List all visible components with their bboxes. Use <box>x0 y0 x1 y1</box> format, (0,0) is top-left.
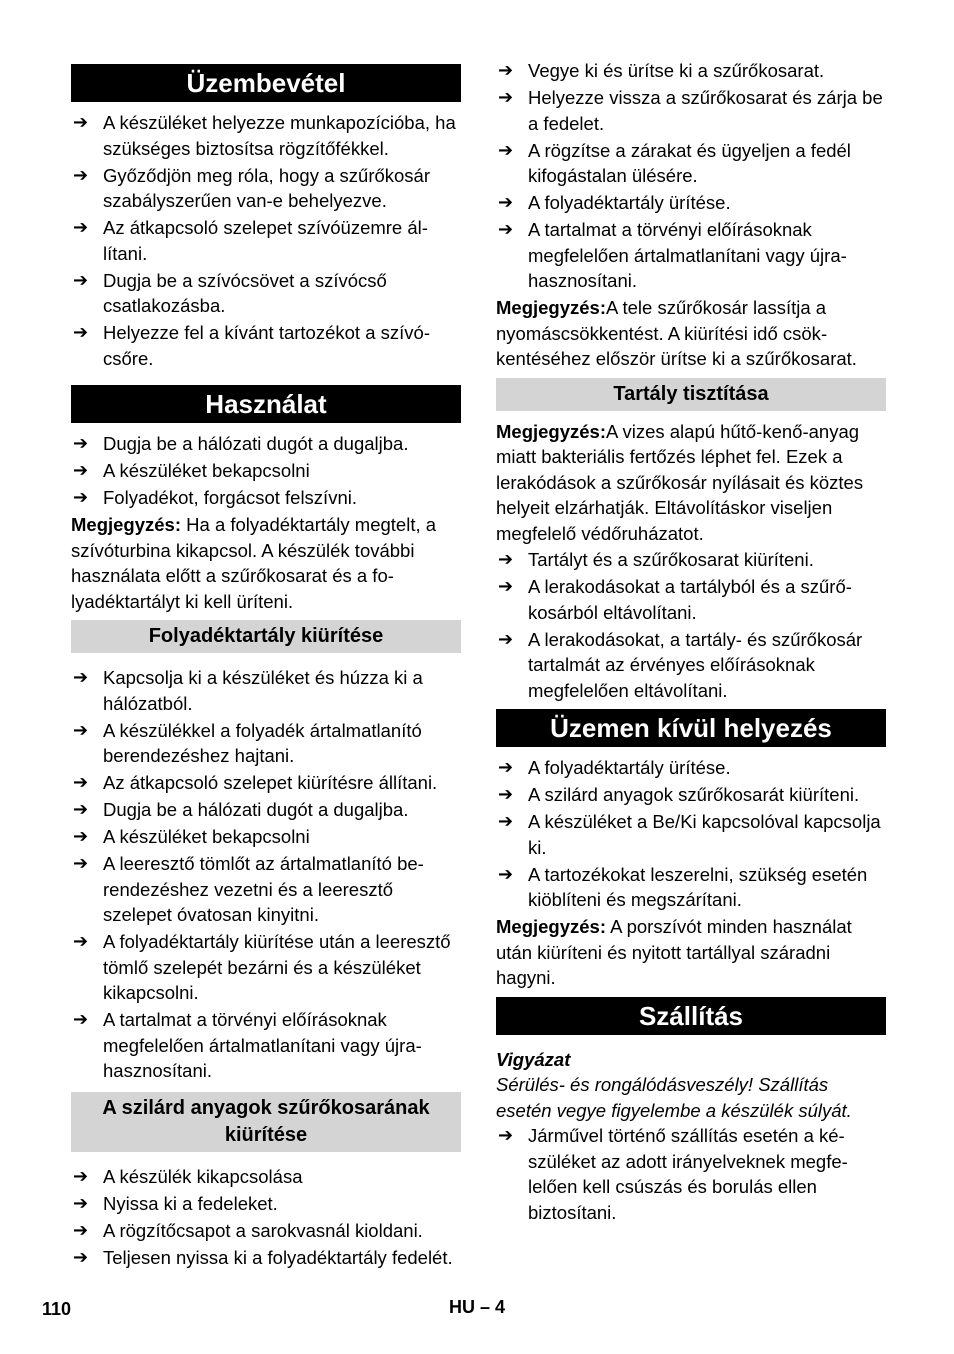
arrow-right-icon: ➔ <box>498 87 514 107</box>
list-item-text: Dugja be a hálózati dugót a dugaljba. <box>103 433 409 454</box>
list-item-text: A készülék kikapcsolása <box>103 1165 303 1187</box>
list-uzembevetel <box>71 110 461 371</box>
list-item-text: Az átkapcsoló szelepet szívóüzemre állítani. <box>103 217 428 264</box>
language-page-code: HU – 4 <box>449 1297 506 1317</box>
note-tartaly-tisztitasa <box>496 419 886 547</box>
arrow-right-icon: ➔ <box>73 460 89 480</box>
note-hasznalat <box>71 512 461 614</box>
arrow-right-icon: ➔ <box>73 1009 89 1029</box>
arrow-right-icon: ➔ <box>73 853 89 873</box>
list-item <box>496 574 886 625</box>
list-hasznalat <box>71 431 461 511</box>
list-item-text: Teljesen nyissa ki a folyadéktartály fedelét. <box>103 1246 453 1268</box>
section-heading-tartaly-tisztitasa: Tartály tisztítása <box>496 378 886 411</box>
list-item <box>496 1123 886 1225</box>
note-text: Ha a folyadéktartály megtelt, a szívóturbina kikapcsol. A készülék további használata előtt a szűrőkosarat és a folyadéktartályt ki kell üríteni. <box>71 514 437 612</box>
arrow-right-icon: ➔ <box>498 60 514 80</box>
section-heading-uzembevetel: Üzembevétel <box>71 64 461 102</box>
arrow-right-icon: ➔ <box>73 719 89 740</box>
list-item <box>71 485 461 511</box>
note-text: A porszívót minden használat után kiüríteni és nyitott tartállyal száradni hagyni. <box>496 916 852 988</box>
list-item <box>71 110 461 161</box>
list-item-text: A leeresztő tömlőt az ártalmatlanító berendezéshez vezetni és a leeresztő szelepet óvatosan kinyitni. <box>103 853 424 925</box>
list-szurokosar-urites <box>496 58 886 294</box>
list-uzemen-kivul <box>496 755 886 913</box>
list-item <box>71 458 461 484</box>
arrow-right-icon: ➔ <box>73 322 89 342</box>
section-heading-hasznalat: Használat <box>71 385 461 423</box>
arrow-right-icon: ➔ <box>498 1125 514 1145</box>
section-heading-szallitas: Szállítás <box>496 997 886 1035</box>
list-item <box>71 1218 461 1244</box>
arrow-right-icon: ➔ <box>73 667 89 687</box>
list-item-text: Nyissa ki a fedeleket. <box>103 1192 278 1214</box>
arrow-right-icon: ➔ <box>73 799 89 819</box>
note-label: Megjegyzés: <box>496 420 607 442</box>
list-item <box>71 1245 461 1271</box>
list-item-text: A lerakodásokat, a tartály- és szűrőkosár tartalmát az érvényes előírásoknak megfelelően eltávolítani. <box>528 628 863 701</box>
list-item-text: A készüléket bekapcsolni <box>103 826 310 847</box>
list-szallitas <box>496 1123 886 1225</box>
list-item <box>71 665 461 716</box>
list-item <box>71 797 461 823</box>
arrow-right-icon: ➔ <box>498 192 514 212</box>
arrow-right-icon: ➔ <box>73 164 89 185</box>
arrow-right-icon: ➔ <box>73 772 89 792</box>
list-item-text: A rögzítse a zárakat és ügyeljen a fedél kifogástalan ülésére. <box>528 139 851 186</box>
arrow-right-icon: ➔ <box>498 811 514 831</box>
note-text: A tele szűrőkosár lassítja a nyomáscsökkentést. A kiürítési idő csökkentéséhez először ürítse ki a szűrőkosarat. <box>496 297 857 369</box>
section-heading-folyadektartaly-kiuritese: Folyadéktartály kiürítése <box>71 620 461 653</box>
section-heading-uzemen-kivul: Üzemen kívül helyezés <box>496 709 886 747</box>
list-item <box>496 627 886 704</box>
note-label: Megjegyzés: <box>496 297 607 318</box>
list-item-text: A készülékkel a folyadék ártalmatlanító berendezéshez hajtani. <box>103 719 422 766</box>
list-item-text: Tartályt és a szűrőkosarat kiüríteni. <box>528 549 814 570</box>
list-item <box>71 770 461 796</box>
arrow-right-icon: ➔ <box>73 1246 89 1267</box>
page-number: 110 <box>42 1299 72 1319</box>
list-item <box>71 824 461 850</box>
arrow-right-icon: ➔ <box>73 931 89 951</box>
arrow-right-icon: ➔ <box>498 784 514 804</box>
list-item-text: Vegye ki és ürítse ki a szűrőkosarat. <box>528 60 825 81</box>
arrow-right-icon: ➔ <box>73 1165 89 1186</box>
arrow-right-icon: ➔ <box>498 139 514 160</box>
list-item-text: Dugja be a hálózati dugót a dugaljba. <box>103 799 409 820</box>
arrow-right-icon: ➔ <box>73 112 89 132</box>
list-item-text: A készüléket bekapcsolni <box>103 460 310 481</box>
list-item <box>496 217 886 294</box>
list-item-text: A lerakodásokat a tartályból és a szűrőkosárból eltávolítani. <box>528 576 852 623</box>
list-item-text: Folyadékot, forgácsot felszívni. <box>103 487 357 508</box>
list-item <box>496 138 886 189</box>
list-item <box>496 85 886 136</box>
list-item <box>71 320 461 371</box>
list-item <box>496 58 886 84</box>
list-item-text: A folyadéktartály ürítése. <box>528 192 731 213</box>
arrow-right-icon: ➔ <box>498 219 514 239</box>
list-item <box>496 547 886 573</box>
list-item-text: Dugja be a szívócsövet a szívócső csatlakozásba. <box>103 269 387 316</box>
arrow-right-icon: ➔ <box>73 1219 89 1240</box>
arrow-right-icon: ➔ <box>73 1192 89 1213</box>
note-label: Megjegyzés: <box>496 916 607 937</box>
note-label: Megjegyzés: <box>71 514 182 535</box>
note-uzemen-kivul <box>496 914 886 991</box>
list-item-text: Kapcsolja ki a készüléket és húzza ki a hálózatból. <box>103 667 423 714</box>
list-item <box>71 851 461 928</box>
arrow-right-icon: ➔ <box>498 757 514 777</box>
list-item-text: A készüléket helyezze munkapozícióba, ha szükséges biztosítsa rögzítőfékkel. <box>103 112 456 159</box>
list-item-text: Helyezze fel a kívánt tartozékot a szívócsőre. <box>103 322 430 369</box>
arrow-right-icon: ➔ <box>73 433 89 453</box>
list-item <box>71 718 461 769</box>
list-item <box>71 268 461 319</box>
list-item-text: A rögzítőcsapot a sarokvasnál kioldani. <box>103 1219 423 1241</box>
list-szilard-anyagok <box>71 1164 461 1271</box>
list-folyadektartaly-kiuritese <box>71 665 461 1084</box>
note-text: A vizes alapú hűtő-kenő-anyag miatt bakteriális fertőzés léphet fel. Ezek a lerakódások a szűrőkosár nyílásait és köztes helyeit elzárhatják. Eltávolításkor viseljen megfelelő védőruházatot. <box>496 420 864 544</box>
list-item <box>496 755 886 781</box>
list-item-text: A készüléket a Be/Ki kapcsolóval kapcsolja ki. <box>528 811 881 858</box>
caution-text: Sérülés- és rongálódásveszély! Szállítás esetén vegye figyelembe a készülék súlyát. <box>496 1074 852 1121</box>
caution-label: Vigyázat <box>496 1048 571 1070</box>
list-item-text: Az átkapcsoló szelepet kiürítésre állítani. <box>103 772 438 793</box>
list-item <box>71 163 461 214</box>
list-item <box>71 1164 461 1190</box>
list-item <box>496 862 886 913</box>
arrow-right-icon: ➔ <box>498 863 514 884</box>
list-item-text: A tartalmat a törvényi előírásoknak megfelelően ártalmatlanítani vagy újrahasznosítani. <box>528 219 847 291</box>
list-item <box>71 215 461 266</box>
list-item <box>496 190 886 216</box>
right-column <box>496 58 886 1227</box>
list-item <box>71 1191 461 1217</box>
note-szurokosar <box>496 295 886 372</box>
arrow-right-icon: ➔ <box>498 549 514 569</box>
list-item <box>71 431 461 457</box>
list-item <box>71 929 461 1006</box>
list-item <box>71 1007 461 1084</box>
section-heading-szilard-anyagok: A szilárd anyagok szűrőkosarának kiürítése <box>71 1092 461 1152</box>
arrow-right-icon: ➔ <box>73 826 89 846</box>
arrow-right-icon: ➔ <box>498 576 514 596</box>
arrow-right-icon: ➔ <box>73 487 89 507</box>
arrow-right-icon: ➔ <box>498 628 514 649</box>
list-tartaly-tisztitasa <box>496 547 886 703</box>
list-item-text: A szilárd anyagok szűrőkosarát kiüríteni. <box>528 784 860 805</box>
list-item <box>496 782 886 808</box>
list-item-text: A tartozékokat leszerelni, szükség esetén kiöblíteni és megszárítani. <box>528 863 868 910</box>
list-item-text: A tartalmat a törvényi előírásoknak megfelelően ártalmatlanítani vagy újrahasznosítani. <box>103 1009 422 1081</box>
arrow-right-icon: ➔ <box>73 217 89 237</box>
list-item-text: A folyadéktartály kiürítése után a leeresztő tömlő szelepét bezárni és a készüléket kikapcsolni. <box>103 931 451 1003</box>
list-item-text: Győződjön meg róla, hogy a szűrőkosár szabályszerűen van-e behelyezve. <box>103 164 431 211</box>
list-item-text: Járművel történő szállítás esetén a készüléket az adott irányelveknek megfelelően kell csúszás és borulás ellen biztosítani. <box>528 1125 848 1223</box>
arrow-right-icon: ➔ <box>73 269 89 290</box>
list-item-text: Helyezze vissza a szűrőkosarat és zárja be a fedelet. <box>528 87 883 134</box>
left-column <box>71 58 461 1272</box>
list-item <box>496 809 886 860</box>
list-item-text: A folyadéktartály ürítése. <box>528 757 731 778</box>
